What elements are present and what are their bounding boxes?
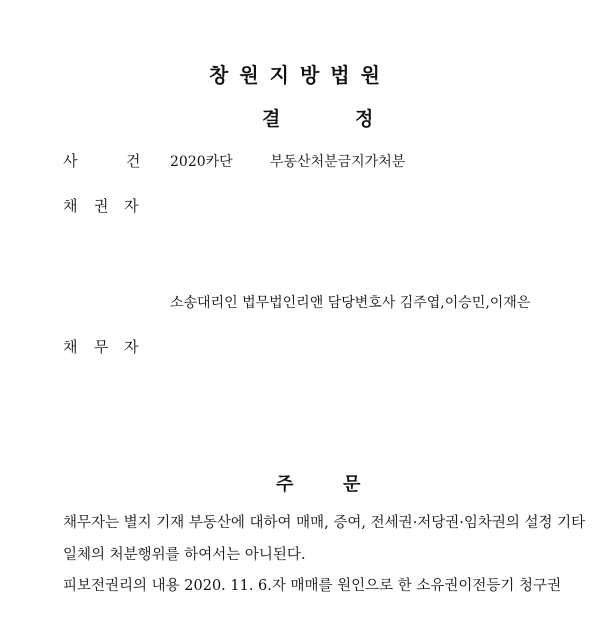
order-line-3: 피보전권리의 내용 2020. 11. 6.자 매매를 원인으로 한 소유권이전등기 청구권	[63, 578, 562, 594]
debtor-label-char-3: 자	[124, 338, 139, 356]
decision-title-char-1: 결	[262, 108, 281, 130]
decision-title-char-2: 정	[355, 108, 374, 130]
debtor-label	[0, 336, 600, 356]
debtor-label-char-1: 채	[63, 338, 78, 356]
creditor-label-char-1: 채	[63, 197, 78, 215]
creditor-label-char-3: 자	[124, 197, 139, 215]
creditor-label	[0, 195, 600, 215]
court-name: 창원지방법원	[209, 63, 391, 87]
debtor-label-char-2: 무	[94, 338, 109, 356]
order-line-1: 채무자는 별지 기재 부동산에 대하여 매매, 증여, 전세권·저당권·임차권의 설정 기타	[63, 515, 586, 531]
case-label-char-1: 사	[63, 152, 78, 170]
order-line-2: 일체의 처분행위를 하여서는 아니된다.	[63, 547, 306, 563]
case-name: 부동산처분금지가처분	[270, 154, 406, 170]
case-number: 2020카단	[170, 154, 233, 170]
case-label-char-2: 건	[126, 152, 141, 170]
order-title-char-1: 주	[276, 474, 294, 495]
creditor-label-char-2: 권	[94, 197, 109, 215]
order-title-char-2: 문	[343, 474, 361, 495]
creditor-counsel: 소송대리인 법무법인리앤 담당변호사 김주엽,이승민,이재은	[170, 295, 531, 311]
